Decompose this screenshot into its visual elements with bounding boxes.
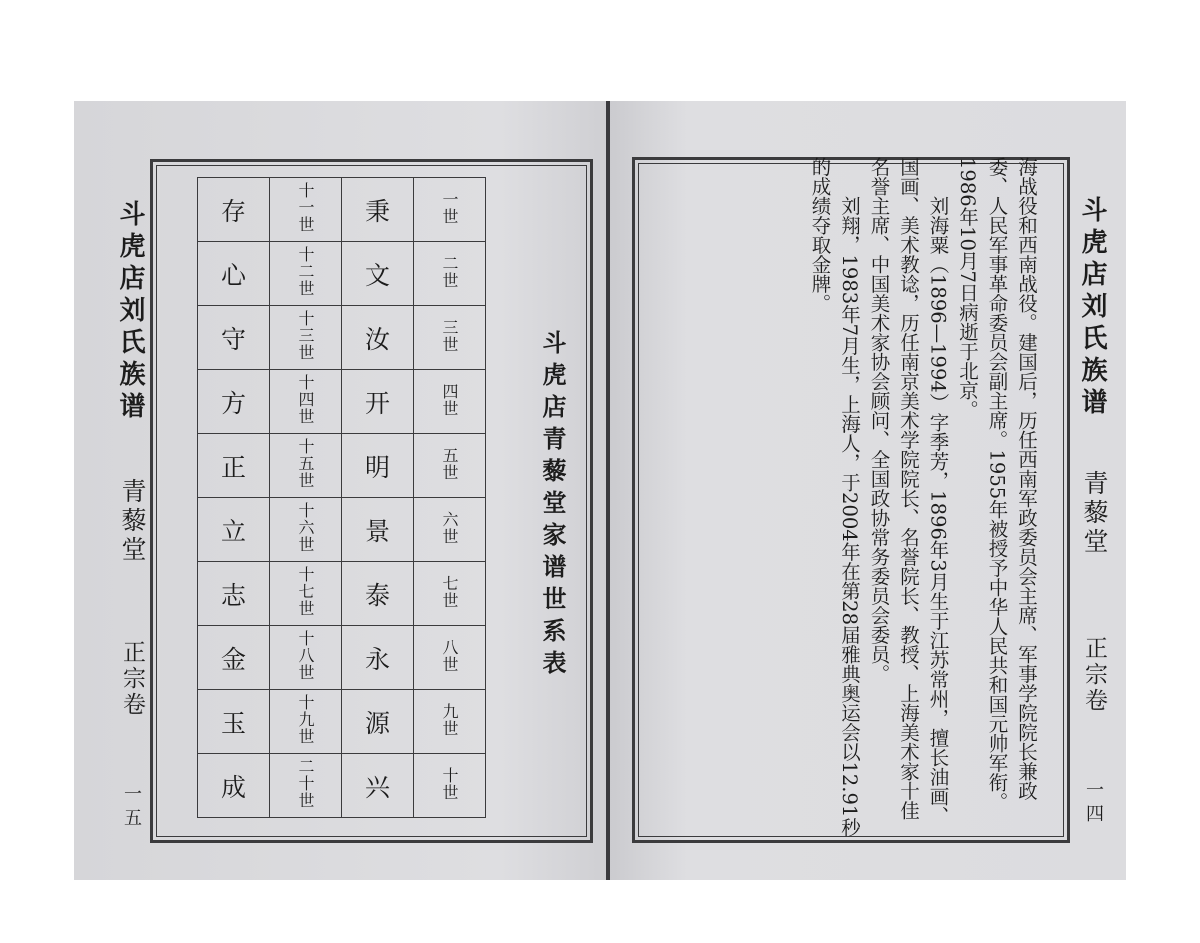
generation-label-b: 十七世 <box>296 566 315 617</box>
generation-label-a-cell <box>414 242 486 306</box>
generation-label-a: 二世 <box>440 254 459 289</box>
generation-character-a: 永 <box>342 626 414 690</box>
generation-character-b: 心 <box>198 242 270 306</box>
table-row <box>198 754 486 818</box>
generation-label-b: 十六世 <box>296 502 315 553</box>
generation-label-b: 十三世 <box>296 310 315 361</box>
generation-label-a-cell <box>414 754 486 818</box>
generation-label-b: 十四世 <box>296 374 315 425</box>
generation-label-b: 十九世 <box>296 694 315 745</box>
generation-table <box>197 177 486 818</box>
left-margin-hall: 青藜堂 <box>118 478 147 565</box>
right-margin-hall: 青藜堂 <box>1080 470 1109 557</box>
generation-label-b: 十八世 <box>296 630 315 681</box>
generation-label-b-cell <box>270 242 342 306</box>
generation-character-a: 源 <box>342 690 414 754</box>
generation-label-b-cell <box>270 434 342 498</box>
generation-character-a: 秉 <box>342 178 414 242</box>
generation-character-b: 志 <box>198 562 270 626</box>
generation-character-a: 开 <box>342 370 414 434</box>
paragraph-liu-haisu: 刘海粟（1896—1994）字季芳，1896年3月生于江苏常州，擅长油画、国画、美术教谂，历任南京美术学院院长、名誉院长、教授、上海美术家十佳名誉主席、中国美术家协会顾问、全国政协常务委员会委员。 <box>867 157 950 826</box>
generation-label-b-cell <box>270 626 342 690</box>
generation-label-b-cell <box>270 370 342 434</box>
generation-label-a-cell <box>414 306 486 370</box>
right-margin-title: 斗虎店刘氏族谱 <box>1077 196 1107 420</box>
paragraph-liu-bocheng: 海战役和西南战役。建国后，历任西南军政委员会主席、军事学院院长兼政委、人民军事革命委员会副主席。1955年被授予中华人民共和国元帅军衔。1986年10月7日病逝于北京。 <box>956 157 1038 812</box>
table-row <box>198 626 486 690</box>
generation-character-b: 金 <box>198 626 270 690</box>
generation-character-a: 汝 <box>342 306 414 370</box>
generation-character-b: 方 <box>198 370 270 434</box>
generation-label-a: 一世 <box>440 190 459 225</box>
generation-label-a: 四世 <box>440 382 459 417</box>
generation-label-b-cell <box>270 690 342 754</box>
table-row <box>198 498 486 562</box>
generation-label-b-cell <box>270 178 342 242</box>
generation-label-a-cell <box>414 370 486 434</box>
generation-character-b: 正 <box>198 434 270 498</box>
generation-label-b: 十二世 <box>296 246 315 297</box>
generation-character-b: 立 <box>198 498 270 562</box>
generation-character-b: 成 <box>198 754 270 818</box>
generation-label-b: 二十世 <box>296 758 315 809</box>
table-row <box>198 178 486 242</box>
generation-label-a: 六世 <box>440 510 459 545</box>
generation-label-a: 八世 <box>440 638 459 673</box>
generation-character-a: 文 <box>342 242 414 306</box>
left-margin-volume: 正宗卷 <box>119 640 145 718</box>
generation-label-b-cell <box>270 562 342 626</box>
generation-label-a: 十世 <box>440 766 459 801</box>
generation-label-a-cell <box>414 434 486 498</box>
generation-label-a: 五世 <box>440 446 459 481</box>
generation-character-a: 泰 <box>342 562 414 626</box>
generation-label-a-cell <box>414 562 486 626</box>
right-margin-volume: 正宗卷 <box>1081 636 1107 714</box>
generation-label-b-cell <box>270 754 342 818</box>
generation-label-b-cell <box>270 498 342 562</box>
table-row <box>198 306 486 370</box>
generation-character-b: 存 <box>198 178 270 242</box>
generation-character-b: 玉 <box>198 690 270 754</box>
generation-label-a-cell <box>414 178 486 242</box>
table-row <box>198 242 486 306</box>
generation-label-a-cell <box>414 626 486 690</box>
generation-label-a: 七世 <box>440 574 459 609</box>
table-title: 斗虎店青藜堂家谱世系表 <box>538 330 566 682</box>
left-margin-title: 斗虎店刘氏族谱 <box>115 200 145 424</box>
left-page-number: 一五 <box>121 784 142 832</box>
generation-label-b-cell <box>270 306 342 370</box>
generation-label-a: 三世 <box>440 318 459 353</box>
table-row <box>198 434 486 498</box>
generation-label-a-cell <box>414 690 486 754</box>
generation-character-a: 景 <box>342 498 414 562</box>
table-row <box>198 370 486 434</box>
right-page-number: 一四 <box>1083 780 1104 828</box>
generation-label-a-cell <box>414 498 486 562</box>
table-row <box>198 562 486 626</box>
generation-character-a: 明 <box>342 434 414 498</box>
table-row <box>198 690 486 754</box>
generation-character-b: 守 <box>198 306 270 370</box>
biography-text <box>805 157 1041 837</box>
paragraph-liu-xiang: 刘翔，1983年7月生，上海人，于2004年在第28届雅典奥运会以12.91秒的成绩夺取金牌。 <box>808 157 861 837</box>
generation-character-a: 兴 <box>342 754 414 818</box>
generation-label-b: 十五世 <box>296 438 315 489</box>
generation-label-b: 十一世 <box>296 182 315 233</box>
generation-label-a: 九世 <box>440 702 459 737</box>
